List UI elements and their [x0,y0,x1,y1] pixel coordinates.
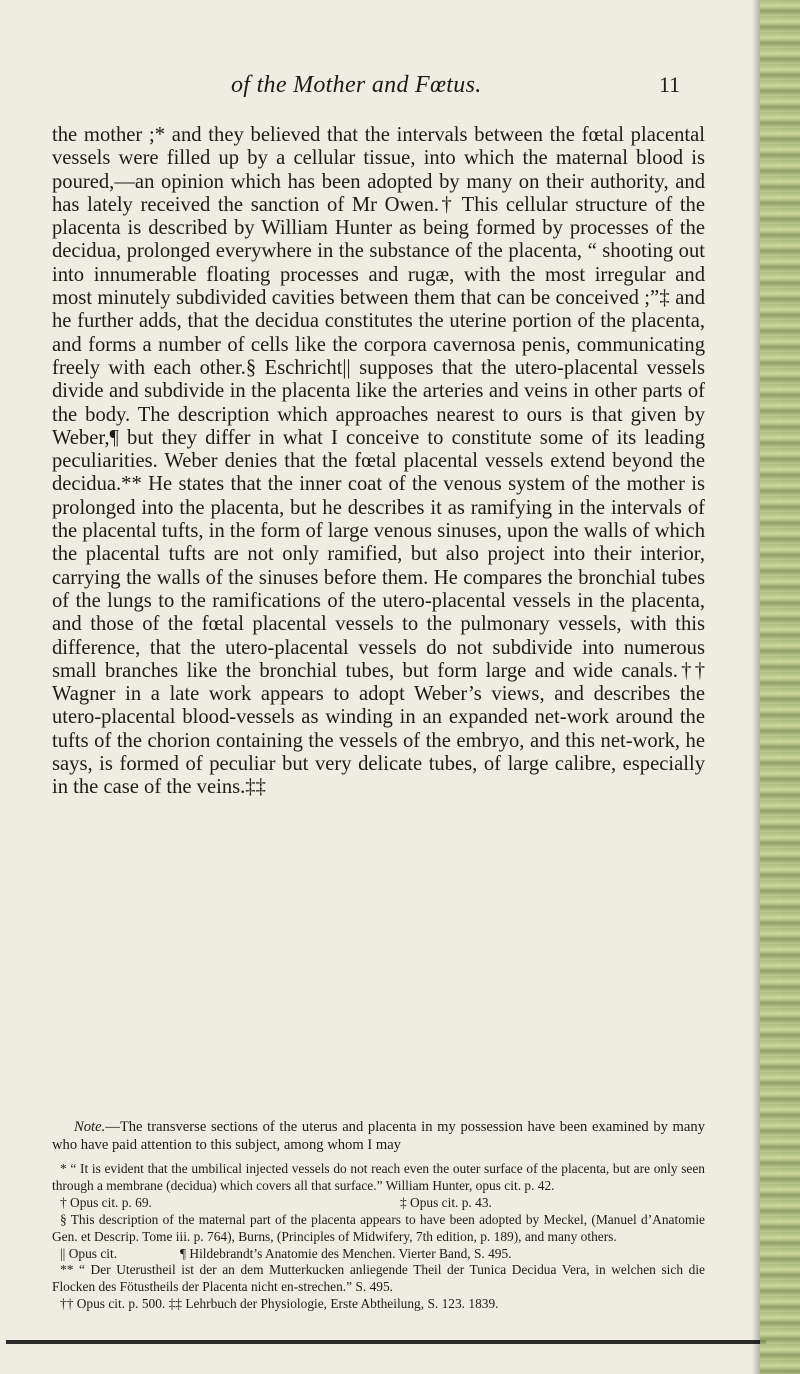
footnote-6: †† Opus cit. p. 500. ‡‡ Lehrbuch der Physiologie, Erste Abtheilung, S. 123. 1839. [60,1296,499,1312]
body-paragraph: the mother ;* and they believed that the intervals between the fœtal placental vessels were filled up by a cellular tissue, into which the maternal blood is poured,—an opinion which has been adopted by many on their authority, and has lately received the sanction of Mr Owen.† This cellular structure of the placenta is described by William Hunter as being formed by processes of the decidua, prolonged everywhere in the substance of the placenta, “ shooting out into innumerable floating processes and rugæ, with the most irregular and most minutely subdivided cavities between them that can be conceived ;”‡ and he further adds, that the decidua constitutes the uterine portion of the placenta, and forms a number of cells like the corpora cavernosa penis, communicating freely with each other.§ Eschricht|| supposes that the utero-placental vessels divide and subdivide in the placenta like the arteries and veins in other parts of the body. The description which approaches nearest to ours is that given by Weber,¶ but they differ in what I conceive to constitute some of its leading peculiarities. Weber denies that the fœtal placental vessels extend beyond the decidua.** He states that the inner coat of the venous system of the mother is prolonged into the placenta, but he describes it as ramifying in the intervals of the placental tufts, in the form of large venous sinuses, upon the walls of which the placental tufts are not only ramified, but also project into their interior, carrying the walls of the sinuses before them. He compares the bronchial tubes of the lungs to the ramifications of the utero-placental vessels in the placenta, and those of the fœtal placental vessels to the pulmonary vessels, with this difference, that the utero-placental vessels do not subdivide into numerous small branches like the bronchial tubes, but form large and wide canals.†† Wagner in a late work appears to adopt Weber’s views, and describes the utero-placental blood-vessels as winding in an expanded net-work around the tufts of the chorion containing the vessels of the embryo, and this net-work, he says, is formed of peculiar but very delicate tubes, of large calibre, especially in the case of the veins.‡‡ [52,124,705,799]
footnote-4a: || Opus cit. [60,1245,118,1261]
footnote-3: § This description of the maternal part of the placenta appears to have been adopted by Meckel, (Manuel d’Anatomie Gen. et Descrip. Tome iii. p. 764), Burns, (Principles of Midwifery, 7th edition, p. 189), and many others. [52,1211,705,1244]
running-head [0,72,720,108]
footnote-4b: ¶ Hildebrandt’s Anatomie des Menchen. Vierter Band, S. 495. [180,1245,512,1261]
note-text: —The transverse sections of the uterus and placenta in my possession have been examined by many who have paid attention to this subject, among whom I may [52,1119,705,1154]
footnote-1: * “ It is evident that the umbilical injected vessels do not reach even the outer surface of the placenta, but are only seen through a membrane (decidua) which covers all that surface.” William Hunter, opus cit. p. 42. [52,1161,705,1193]
note-label: Note. [74,1119,106,1135]
footnote-2b: ‡ Opus cit. p. 43. [400,1194,492,1210]
binding-edge [760,0,800,1374]
note-paragraph [52,1118,705,1155]
page-number: 11 [659,72,681,97]
footnotes [52,1161,705,1313]
running-title: of the Mother and Fœtus. [231,72,482,98]
footnote-5: ** “ Der Uterustheil ist der an dem Mutterkucken anliegende Theil der Tunica Decidua Vera, in welchen sich die Flocken des Fötustheils der Placenta nicht en-strechen.” S. 495. [52,1262,705,1295]
bottom-rule [6,1340,766,1344]
note-section [52,1118,705,1155]
body-text [52,124,705,800]
footnote-2a: † Opus cit. p. 69. [60,1194,152,1210]
footnote-row-2 [52,1195,705,1212]
binding-shadow [752,0,760,1374]
footnote-row-4 [52,1246,705,1263]
